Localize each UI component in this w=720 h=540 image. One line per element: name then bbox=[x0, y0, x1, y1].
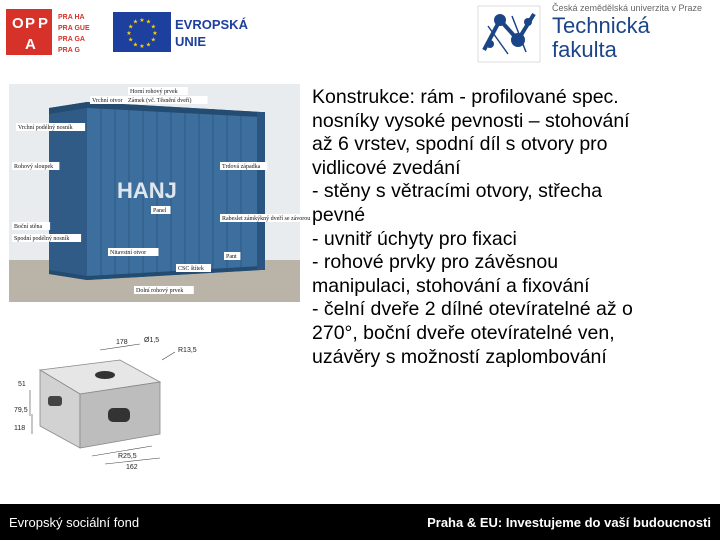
body-line: nosníky vysoké pevnosti – stohování bbox=[312, 109, 630, 132]
photo-label bbox=[126, 96, 208, 104]
brand-text: HANJ bbox=[117, 178, 177, 203]
photo-label bbox=[108, 248, 159, 256]
eu-star-icon: ★ bbox=[132, 19, 139, 26]
photo-label-text: CSC štítek bbox=[178, 266, 204, 272]
photo-label bbox=[12, 222, 50, 230]
eu-star-icon: ★ bbox=[150, 37, 156, 44]
photo-label-text: Zámek (vč. Těsnění dveří) bbox=[128, 98, 192, 104]
body-line: vidlicové zvedání bbox=[312, 156, 461, 179]
photo-label bbox=[12, 234, 81, 242]
dimension-label: 79,5 bbox=[14, 407, 28, 414]
dimension-label: 51 bbox=[18, 381, 26, 388]
body-line: uzávěry s možností zaplombování bbox=[312, 345, 607, 368]
dimension-label: R25,5 bbox=[118, 453, 137, 460]
photo-label-text: Rabeslet zámkýkný dveří se závorou bbox=[222, 216, 311, 222]
eu-star-icon: ★ bbox=[139, 18, 145, 24]
praha-row: PRA G bbox=[58, 47, 80, 54]
footer-left: Evropský sociální fond bbox=[9, 515, 140, 530]
photo-label-text: Dolní rohový prvek bbox=[136, 288, 184, 294]
body-line: až 6 vrstev, spodní díl s otvory pro bbox=[312, 133, 608, 156]
eu-star-icon: ★ bbox=[152, 31, 158, 37]
photo-label bbox=[151, 206, 171, 214]
photo-label-text: Boční stěna bbox=[14, 224, 43, 230]
eu-star-icon: ★ bbox=[145, 19, 152, 26]
faculty-university: Česká zemědělská univerzita v Praze bbox=[552, 3, 703, 13]
photo-label bbox=[220, 162, 267, 170]
eu-star-icon: ★ bbox=[150, 24, 156, 31]
photo-label bbox=[90, 96, 131, 104]
praha-row: PRA GA bbox=[58, 36, 85, 43]
eu-star-icon: ★ bbox=[132, 42, 139, 49]
photo-label bbox=[16, 123, 85, 131]
body-text bbox=[312, 86, 714, 369]
eu-star-icon: ★ bbox=[126, 31, 132, 37]
faculty-logo bbox=[472, 0, 712, 66]
body-line: - rohové prvky pro závěsnou bbox=[312, 251, 559, 274]
praha-row: PRA HA bbox=[58, 14, 85, 21]
eu-text bbox=[175, 16, 248, 50]
photo-label-text: Horní rohový prvek bbox=[130, 89, 178, 95]
eu-logo bbox=[113, 12, 248, 56]
dimension-label: R13,5 bbox=[178, 347, 197, 354]
faculty-name-line1: Technická bbox=[552, 13, 650, 38]
praha-row: PRA GUE bbox=[58, 25, 90, 32]
photo-label-text: Panel bbox=[153, 208, 167, 214]
opp-letter: A bbox=[25, 36, 36, 53]
footer-right: Praha & EU: Investujeme do vaší budoucnosti bbox=[427, 515, 711, 530]
photo-label-text: Vrchní otvor bbox=[92, 98, 123, 104]
opp-praha-logo bbox=[6, 9, 106, 55]
photo-label bbox=[134, 286, 194, 294]
dimension-label: 178 bbox=[116, 339, 128, 346]
body-line: - stěny s větracími otvory, střecha bbox=[312, 180, 603, 203]
eu-flag-icon bbox=[113, 12, 171, 52]
body-line: 270°, boční dveře otevíratelné ven, bbox=[312, 321, 615, 344]
eu-text-line2: UNIE bbox=[175, 34, 207, 49]
photo-label bbox=[128, 87, 188, 95]
photo-label bbox=[220, 214, 310, 222]
dimension-label: Ø1,5 bbox=[144, 337, 160, 344]
photo-label bbox=[224, 252, 240, 260]
faculty-name bbox=[552, 14, 650, 62]
faculty-emblem-icon bbox=[478, 6, 540, 62]
body-line: Konstrukce: rám - profilované spec. bbox=[312, 86, 619, 108]
dimension-label: 118 bbox=[14, 425, 26, 432]
eu-star-icon: ★ bbox=[128, 24, 134, 31]
dimension-label: 162 bbox=[126, 464, 138, 471]
opp-letter: P bbox=[25, 15, 36, 32]
header bbox=[0, 0, 720, 70]
body-line: - čelní dveře 2 dílné otevíratelné až o bbox=[312, 298, 633, 321]
body-line: - uvnitř úchyty pro fixaci bbox=[312, 227, 517, 250]
photo-label-text: Nitavstní otvor bbox=[110, 250, 147, 256]
body-line: pevné bbox=[312, 203, 366, 226]
photo-label bbox=[12, 162, 59, 170]
eu-star-icon: ★ bbox=[128, 37, 134, 44]
photo-label-text: Rohový sloupek bbox=[14, 164, 54, 170]
body-line: manipulaci, stohování a fixování bbox=[312, 274, 590, 297]
eu-text-line1: EVROPSKÁ bbox=[175, 17, 248, 32]
photo-label-text: Pant bbox=[226, 254, 237, 260]
photo-label bbox=[176, 264, 211, 272]
opp-letter: P bbox=[38, 15, 49, 32]
corner-casting-drawing bbox=[10, 330, 300, 470]
footer bbox=[0, 504, 720, 540]
photo-label-text: Spodní podélný nosník bbox=[14, 236, 70, 242]
opp-letter: O bbox=[12, 15, 24, 32]
container-photo bbox=[9, 84, 311, 302]
eu-star-icon: ★ bbox=[139, 44, 145, 50]
photo-label-text: Vrchní podélný nosník bbox=[18, 125, 73, 131]
photo-label-text: Trdová západka bbox=[222, 164, 261, 170]
faculty-name-line2: fakulta bbox=[552, 37, 617, 62]
eu-star-icon: ★ bbox=[145, 42, 152, 49]
